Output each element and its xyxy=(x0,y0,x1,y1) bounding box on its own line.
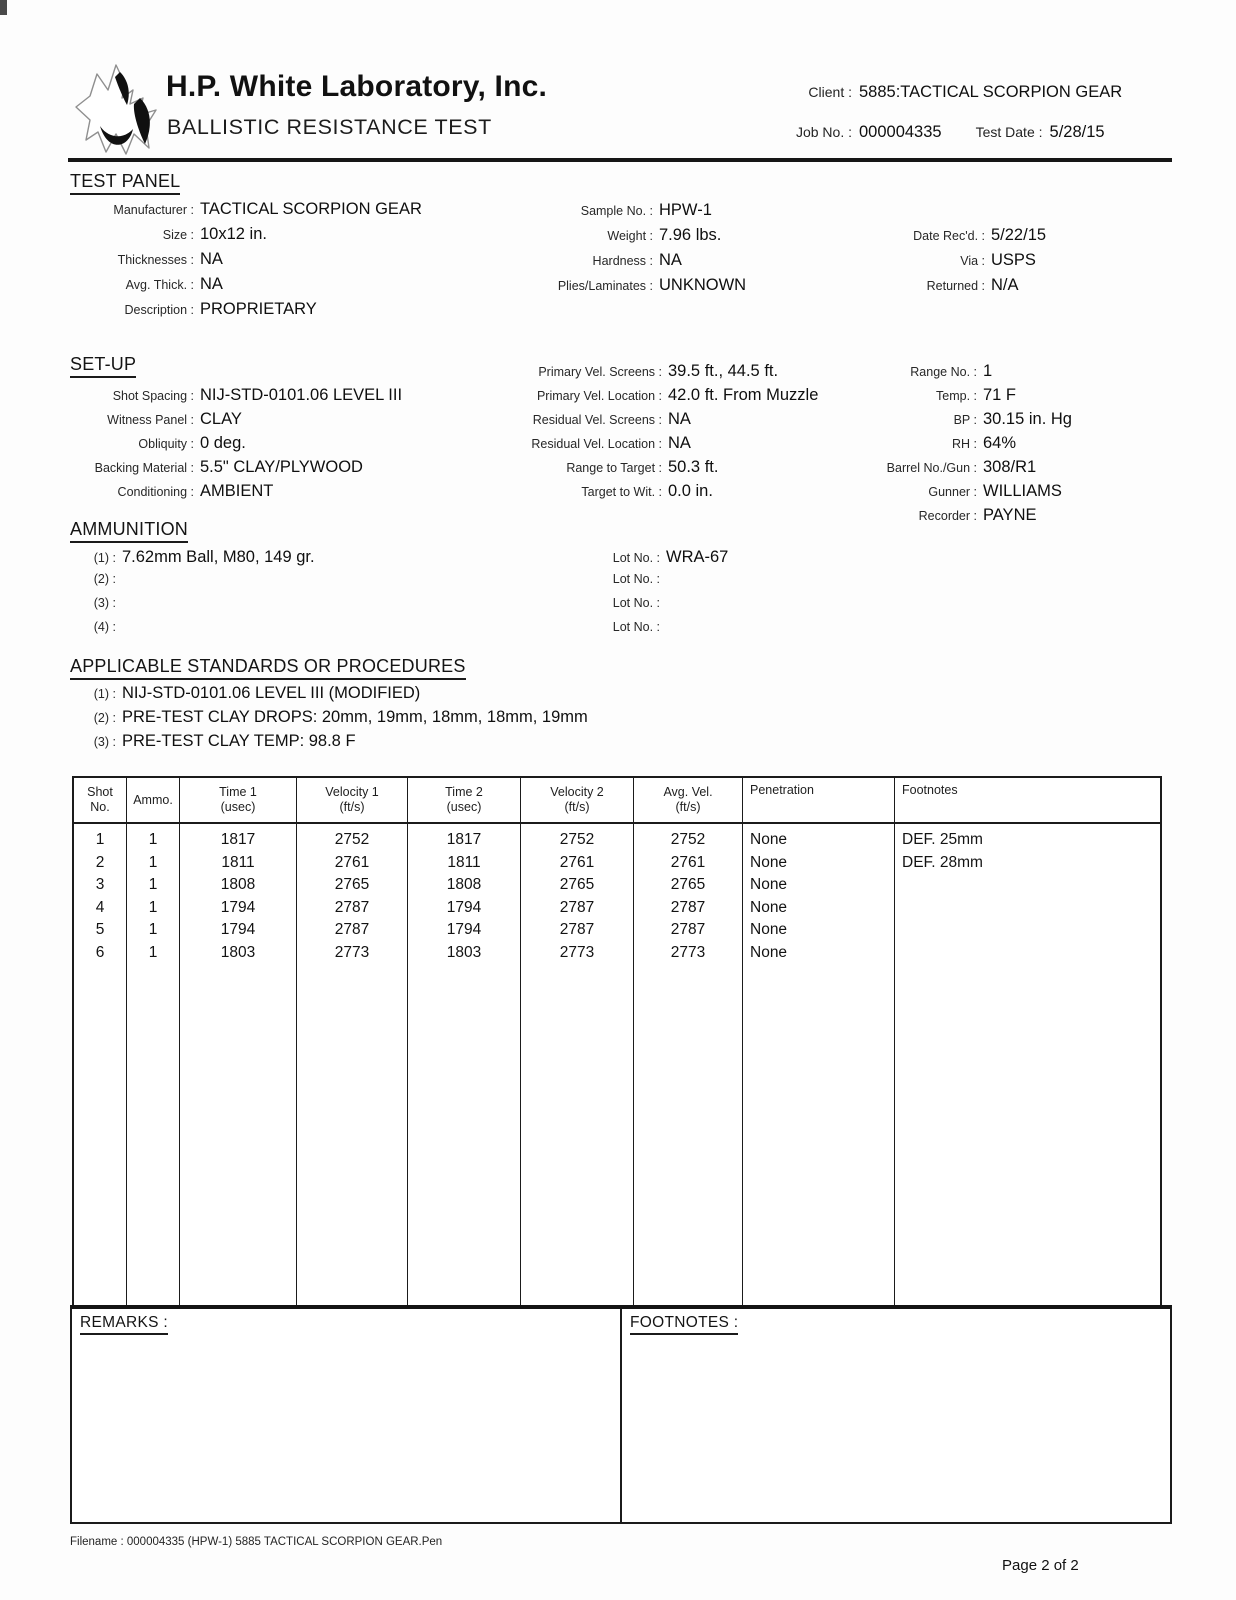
table-cell: None xyxy=(750,853,788,871)
column-header-time2: Time 2 (usec) xyxy=(408,778,521,824)
column-header-shot-no: Shot No. xyxy=(74,778,127,824)
table-cell: 1794 xyxy=(220,921,256,938)
lot-row xyxy=(590,548,728,572)
hp-white-logo xyxy=(70,60,162,165)
field-label: Residual Vel. Location : xyxy=(531,437,662,451)
column-header-footnotes: Footnotes xyxy=(895,778,1160,824)
ammo-row xyxy=(80,572,315,596)
table-cell: 3 xyxy=(95,876,105,893)
field-value: USPS xyxy=(991,251,1036,269)
standard-text: PRE-TEST CLAY TEMP: 98.8 F xyxy=(122,732,356,750)
table-cell: None xyxy=(750,831,788,848)
test-panel-heading: TEST PANEL xyxy=(70,171,180,195)
field-label: Shot Spacing : xyxy=(112,389,194,403)
field-label: Obliquity : xyxy=(138,437,194,451)
lot-value: WRA-67 xyxy=(666,548,729,566)
field-value: 64% xyxy=(983,434,1017,452)
field-label: Backing Material : xyxy=(94,461,194,475)
field-row xyxy=(860,410,1072,434)
ammo-number: (1) : xyxy=(93,551,116,565)
field-label: Returned : xyxy=(926,279,985,293)
standard-text: NIJ-STD-0101.06 LEVEL III (MODIFIED) xyxy=(122,684,421,702)
field-row xyxy=(535,201,746,226)
field-row xyxy=(880,226,1046,251)
table-cell: 1 xyxy=(148,853,158,871)
filename-text: Filename : 000004335 (HPW-1) 5885 TACTICAL SCORPION GEAR.Pen xyxy=(70,1536,443,1548)
ammo-number: (2) : xyxy=(93,572,116,586)
field-value: AMBIENT xyxy=(200,482,274,500)
field-value: PAYNE xyxy=(983,506,1037,524)
table-cell xyxy=(895,876,1160,899)
field-row xyxy=(860,458,1072,482)
lot-row xyxy=(590,572,728,596)
field-value: HPW-1 xyxy=(659,201,712,219)
table-cell: 1 xyxy=(148,876,158,893)
field-row xyxy=(490,434,818,458)
field-label: Date Rec'd. : xyxy=(913,229,985,243)
table-cell: 2787 xyxy=(670,898,706,916)
table-cell xyxy=(895,921,1160,944)
lot-label: Lot No. : xyxy=(612,596,660,610)
table-column-velocity1 xyxy=(297,824,408,1305)
field-value: 1 xyxy=(983,362,993,380)
table-column-time2 xyxy=(408,824,521,1305)
header-divider xyxy=(68,158,1172,162)
field-value: CLAY xyxy=(200,410,242,428)
client-value: 5885:TACTICAL SCORPION GEAR xyxy=(859,83,1123,101)
table-column-time1 xyxy=(180,824,297,1305)
field-label: BP : xyxy=(953,413,977,427)
ammo-row xyxy=(80,596,315,620)
table-column-ammo xyxy=(127,824,180,1305)
field-label: Recorder : xyxy=(918,509,977,523)
field-value: NA xyxy=(668,410,691,428)
ammo-description: 7.62mm Ball, M80, 149 gr. xyxy=(122,548,315,566)
field-label: Temp. : xyxy=(936,389,977,403)
table-cell: 2752 xyxy=(559,831,595,848)
standards-list xyxy=(80,684,588,756)
field-row xyxy=(860,386,1072,410)
field-value: 10x12 in. xyxy=(200,225,267,243)
field-row xyxy=(535,251,746,276)
standard-row xyxy=(80,684,588,708)
field-label: Manufacturer : xyxy=(113,203,194,217)
table-cell: 1817 xyxy=(220,831,256,848)
table-cell: 1794 xyxy=(446,898,482,916)
table-cell: 1803 xyxy=(446,943,482,961)
field-row xyxy=(70,410,402,434)
field-label: Via : xyxy=(960,254,985,268)
field-row xyxy=(490,362,818,386)
remarks-footnotes-box xyxy=(70,1305,1172,1524)
setup-heading: SET-UP xyxy=(70,354,136,378)
setup-col2 xyxy=(490,362,818,506)
field-label: Weight : xyxy=(607,229,653,243)
column-header-penetration: Penetration xyxy=(743,778,895,824)
table-cell: 1794 xyxy=(220,898,256,916)
field-label: Description : xyxy=(124,303,194,317)
remarks-footnotes-divider xyxy=(620,1309,622,1522)
table-cell: 1794 xyxy=(446,921,482,938)
table-cell: 2787 xyxy=(334,921,370,938)
table-cell: DEF. 28mm xyxy=(902,853,983,871)
table-column-penetration xyxy=(743,824,895,1305)
table-cell: 1808 xyxy=(446,876,482,893)
client-label: Client : xyxy=(808,84,852,100)
table-cell: 2787 xyxy=(559,921,595,938)
field-value: WILLIAMS xyxy=(983,482,1062,500)
standards-heading: APPLICABLE STANDARDS OR PROCEDURES xyxy=(70,656,466,680)
remarks-label: REMARKS : xyxy=(80,1314,168,1335)
field-label: Primary Vel. Screens : xyxy=(538,365,662,379)
table-cell: None xyxy=(750,876,788,893)
table-cell: 6 xyxy=(95,943,105,961)
field-label: Conditioning : xyxy=(117,485,194,499)
field-value: NA xyxy=(668,434,691,452)
field-row xyxy=(535,276,746,301)
ammunition-lot-list xyxy=(590,548,728,644)
table-cell: 2761 xyxy=(334,853,370,871)
field-row xyxy=(70,458,402,482)
lot-label: Lot No. : xyxy=(612,551,660,565)
field-label: Range No. : xyxy=(910,365,977,379)
field-value: PROPRIETARY xyxy=(200,300,317,318)
table-cell: 5 xyxy=(95,921,105,938)
table-cell: 4 xyxy=(95,898,105,916)
report-title: BALLISTIC RESISTANCE TEST xyxy=(167,115,492,139)
table-cell: 2765 xyxy=(559,876,595,893)
field-value: TACTICAL SCORPION GEAR xyxy=(200,200,422,218)
table-cell: 2765 xyxy=(334,876,370,893)
field-label: Plies/Laminates : xyxy=(557,279,653,293)
field-row xyxy=(860,362,1072,386)
ammo-number: (4) : xyxy=(93,620,116,634)
table-cell: 2752 xyxy=(670,831,706,848)
column-header-velocity1: Velocity 1 (ft/s) xyxy=(297,778,408,824)
standard-text: PRE-TEST CLAY DROPS: 20mm, 19mm, 18mm, 18mm, 19mm xyxy=(122,708,588,726)
page-number: Page 2 of 2 xyxy=(1002,1557,1079,1574)
field-value: 308/R1 xyxy=(983,458,1037,476)
table-column-shot-no xyxy=(74,824,127,1305)
table-cell: 2773 xyxy=(559,943,595,961)
table-cell: 1811 xyxy=(221,853,255,871)
table-column-avg-vel xyxy=(634,824,743,1305)
field-label: Residual Vel. Screens : xyxy=(532,413,662,427)
field-row xyxy=(70,225,422,250)
table-cell: 2787 xyxy=(670,921,706,938)
table-cell: 1811 xyxy=(447,853,481,871)
field-value: NA xyxy=(200,275,223,293)
standard-number: (3) : xyxy=(93,735,116,749)
field-row xyxy=(490,482,818,506)
field-value: 7.96 lbs. xyxy=(659,226,722,244)
company-title: H.P. White Laboratory, Inc. xyxy=(166,70,548,103)
field-label: RH : xyxy=(952,437,977,451)
test-panel-col3 xyxy=(880,226,1046,301)
footnotes-label: FOOTNOTES : xyxy=(630,1314,738,1335)
ammunition-heading: AMMUNITION xyxy=(70,519,188,543)
table-cell: 1803 xyxy=(220,943,256,961)
field-label: Range to Target : xyxy=(566,461,662,475)
lot-label: Lot No. : xyxy=(612,572,660,586)
field-row xyxy=(535,226,746,251)
setup-col1 xyxy=(70,386,402,506)
field-value: 0.0 in. xyxy=(668,482,713,500)
field-value: NA xyxy=(659,251,682,269)
field-row xyxy=(490,458,818,482)
field-label: Barrel No./Gun : xyxy=(886,461,977,475)
column-header-avg-vel: Avg. Vel. (ft/s) xyxy=(634,778,743,824)
field-value: NA xyxy=(200,250,223,268)
standard-number: (1) : xyxy=(93,687,116,701)
field-row xyxy=(70,250,422,275)
field-label: Size : xyxy=(162,228,194,242)
field-value: UNKNOWN xyxy=(659,276,747,294)
table-cell: 2787 xyxy=(559,898,595,916)
table-cell: None xyxy=(750,943,788,961)
ammo-row xyxy=(80,548,315,572)
field-row xyxy=(880,251,1046,276)
field-row xyxy=(860,434,1072,458)
table-cell: 1 xyxy=(148,921,158,938)
field-row xyxy=(860,482,1072,506)
table-column-velocity2 xyxy=(521,824,634,1305)
field-value: 5.5" CLAY/PLYWOOD xyxy=(200,458,363,476)
lot-row xyxy=(590,596,728,620)
field-row xyxy=(70,434,402,458)
table-cell: 2773 xyxy=(670,943,706,961)
field-row xyxy=(70,482,402,506)
field-label: Avg. Thick. : xyxy=(125,278,194,292)
table-cell: 2787 xyxy=(334,898,370,916)
table-cell: 1 xyxy=(95,831,105,848)
table-cell: 1 xyxy=(148,831,158,848)
table-cell: 1808 xyxy=(220,876,256,893)
field-value: 50.3 ft. xyxy=(668,458,719,476)
column-header-velocity2: Velocity 2 (ft/s) xyxy=(521,778,634,824)
ammo-row xyxy=(80,620,315,644)
field-label: Sample No. : xyxy=(580,204,653,218)
table-cell: 2752 xyxy=(334,831,370,848)
field-row xyxy=(490,386,818,410)
table-cell: None xyxy=(750,921,788,938)
standard-row xyxy=(80,732,588,756)
field-row xyxy=(880,276,1046,301)
job-number-label: Job No. : xyxy=(795,124,852,140)
standard-number: (2) : xyxy=(93,711,116,725)
field-label: Target to Wit. : xyxy=(581,485,662,499)
test-panel-col2 xyxy=(535,201,746,301)
field-row xyxy=(70,300,422,325)
table-cell: 2773 xyxy=(334,943,370,961)
ammunition-list xyxy=(80,548,315,644)
table-cell: 1817 xyxy=(446,831,482,848)
lot-row xyxy=(590,620,728,644)
table-cell: 1 xyxy=(148,898,158,916)
field-label: Thicknesses : xyxy=(117,253,194,267)
shot-data-table xyxy=(72,776,1162,1305)
table-cell: DEF. 25mm xyxy=(902,831,983,848)
field-row xyxy=(490,410,818,434)
field-label: Primary Vel. Location : xyxy=(536,389,662,403)
table-cell: 1 xyxy=(148,943,158,961)
table-cell: 2765 xyxy=(670,876,706,893)
setup-col3 xyxy=(860,362,1072,530)
column-header-time1: Time 1 (usec) xyxy=(180,778,297,824)
test-date-label: Test Date : xyxy=(975,124,1043,140)
client-row xyxy=(780,83,1122,102)
field-value: 0 deg. xyxy=(200,434,246,452)
field-value: 30.15 in. Hg xyxy=(983,410,1072,428)
field-value: 39.5 ft., 44.5 ft. xyxy=(668,362,779,380)
table-cell: 2761 xyxy=(559,853,595,871)
test-date-value: 5/28/15 xyxy=(1049,123,1105,141)
job-row xyxy=(780,123,1105,142)
field-label: Hardness : xyxy=(592,254,653,268)
standard-row xyxy=(80,708,588,732)
field-value: N/A xyxy=(991,276,1019,294)
table-cell: 2761 xyxy=(670,853,706,871)
scan-artifact xyxy=(0,0,7,15)
field-row xyxy=(70,200,422,225)
table-cell: None xyxy=(750,898,788,916)
field-label: Witness Panel : xyxy=(107,413,194,427)
field-row xyxy=(860,506,1072,530)
test-panel-col1 xyxy=(70,200,422,325)
job-number-value: 000004335 xyxy=(859,123,942,141)
field-value: NIJ-STD-0101.06 LEVEL III xyxy=(200,386,403,404)
ammo-number: (3) : xyxy=(93,596,116,610)
table-cell xyxy=(895,899,1160,922)
field-value: 42.0 ft. From Muzzle xyxy=(668,386,819,404)
field-label: Gunner : xyxy=(928,485,977,499)
table-cell xyxy=(895,944,1160,967)
field-row xyxy=(70,386,402,410)
field-value: 71 F xyxy=(983,386,1017,404)
field-value: 5/22/15 xyxy=(991,226,1047,244)
table-cell: 2 xyxy=(95,853,105,871)
column-header-ammo: Ammo. xyxy=(127,778,180,824)
field-row xyxy=(70,275,422,300)
table-column-footnotes xyxy=(895,824,1160,1305)
lot-label: Lot No. : xyxy=(612,620,660,634)
